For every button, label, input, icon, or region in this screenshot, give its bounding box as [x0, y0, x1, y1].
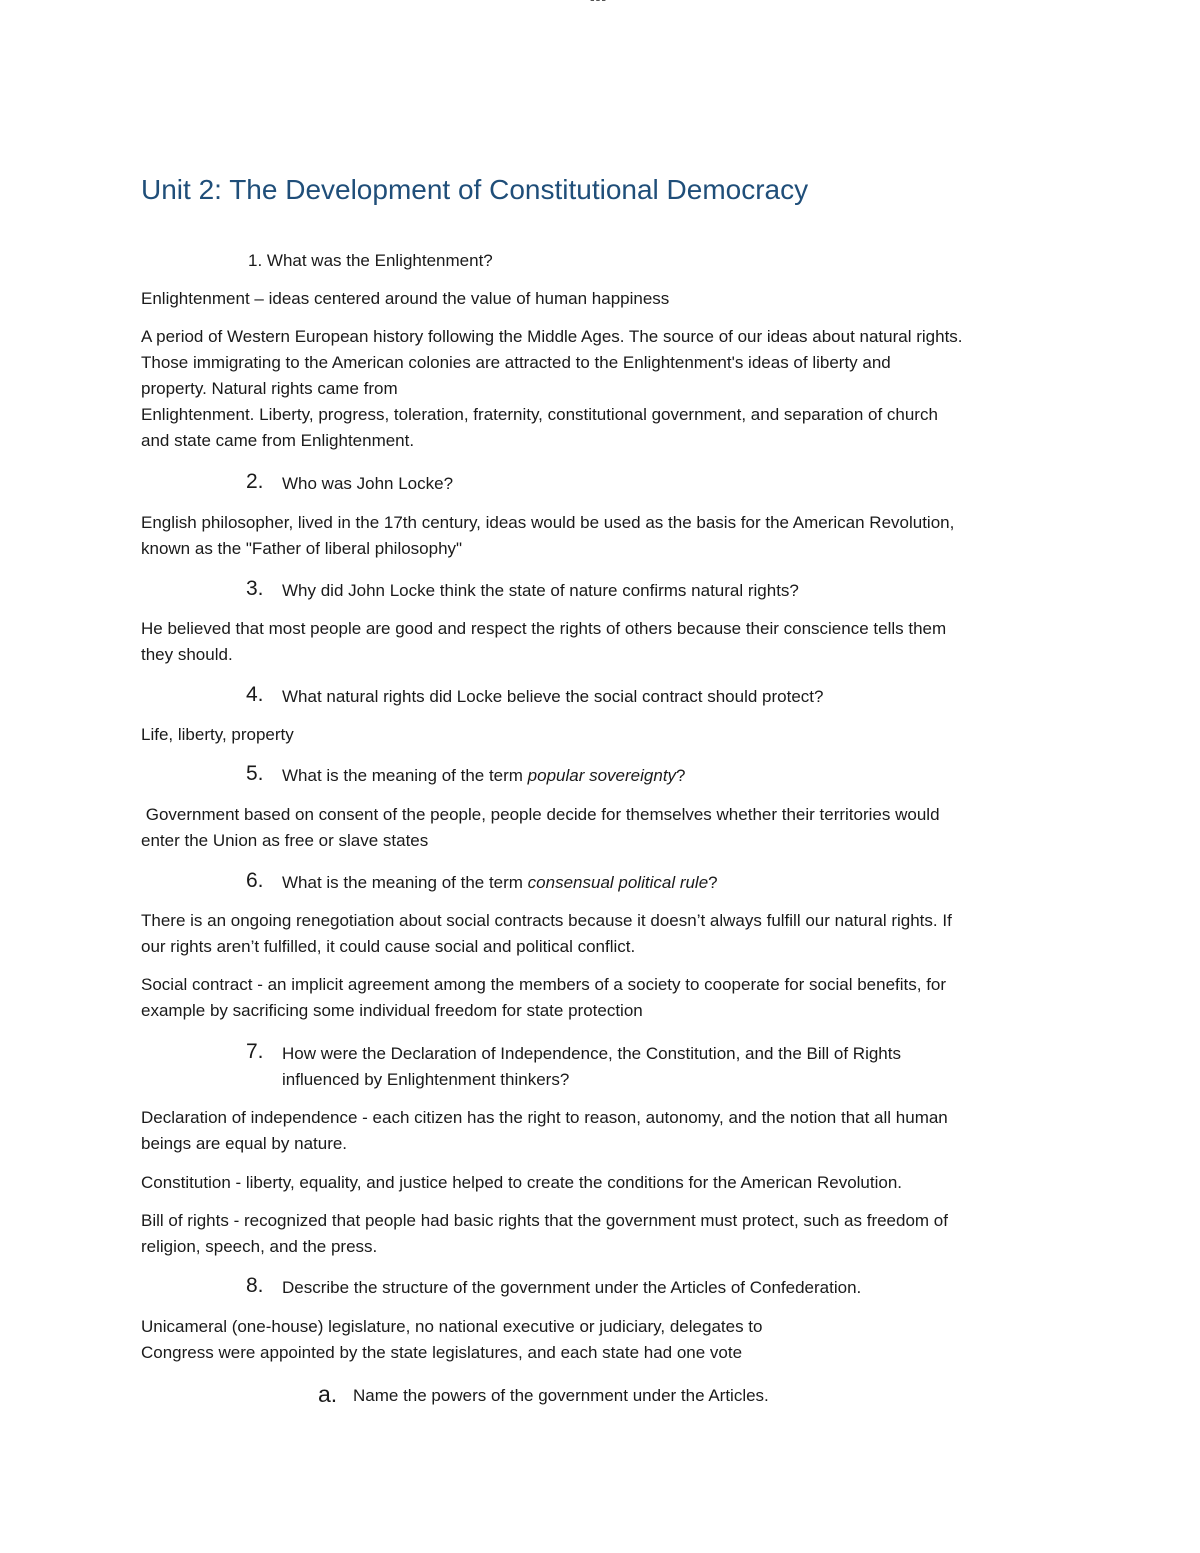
question-8a-letter: a. [318, 1381, 338, 1407]
answer-line: Declaration of independence - each citizen has the right to reason, autonomy, and the notion that all human [141, 1108, 948, 1127]
answer-line: Social contract - an implicit agreement among the members of a society to cooperate for social benefits, for [141, 975, 947, 994]
question-3-number: 3. [246, 577, 264, 600]
question-7 [282, 1041, 901, 1093]
answer-7b: Constitution - liberty, equality, and justice helped to create the conditions for the American Revolution. [141, 1173, 903, 1192]
answer-line: our rights aren’t fulfilled, it could cause social and political conflict. [141, 937, 636, 956]
question-2: Who was John Locke? [282, 474, 454, 493]
answer-line: they should. [141, 645, 233, 664]
question-6-post: ? [708, 873, 718, 892]
answer-8 [141, 1314, 1061, 1366]
answer-1a: Enlightenment – ideas centered around the value of human happiness [141, 289, 670, 308]
question-1: 1. What was the Enlightenment? [248, 251, 493, 270]
question-line: influenced by Enlightenment thinkers? [282, 1070, 570, 1089]
answer-line: example by sacrificing some individual freedom for state protection [141, 1001, 643, 1020]
question-line: How were the Declaration of Independence, the Constitution, and the Bill of Rights [282, 1044, 901, 1063]
question-6-number: 6. [246, 869, 264, 892]
answer-line: A period of Western European history following the Middle Ages. The source of our ideas about natural rights. [141, 327, 963, 346]
question-6-pre: What is the meaning of the term [282, 873, 528, 892]
answer-line: He believed that most people are good and respect the rights of others because their conscience tells them [141, 619, 947, 638]
answer-line: English philosopher, lived in the 17th century, ideas would be used as the basis for the American Revolution, [141, 513, 955, 532]
question-8: Describe the structure of the government under the Articles of Confederation. [282, 1278, 862, 1297]
answer-6a [141, 908, 1061, 960]
answer-line: There is an ongoing renegotiation about social contracts because it doesn’t always fulfill our natural rights. If [141, 911, 952, 930]
answer-line: Bill of rights - recognized that people had basic rights that the government must protect, such as freedom of [141, 1211, 948, 1230]
answer-line: Enlightenment. Liberty, progress, toleration, fraternity, constitutional government, and separation of church [141, 405, 938, 424]
answer-7c [141, 1208, 1061, 1260]
answer-4: Life, liberty, property [141, 725, 294, 744]
answer-3 [141, 616, 1061, 668]
page-title: Unit 2: The Development of Constitutional Democracy [141, 174, 809, 205]
answer-line: Those immigrating to the American colonies are attracted to the Enlightenment's ideas of liberty and [141, 353, 891, 372]
answer-line: beings are equal by nature. [141, 1134, 348, 1153]
answer-5 [141, 802, 1061, 854]
answer-line: enter the Union as free or slave states [141, 831, 429, 850]
answer-line: religion, speech, and the press. [141, 1237, 378, 1256]
question-5 [282, 763, 686, 789]
answer-2 [141, 510, 1061, 562]
question-4-number: 4. [246, 683, 264, 706]
answer-line: Congress were appointed by the state legislatures, and each state had one vote [141, 1343, 743, 1362]
question-3: Why did John Locke think the state of nature confirms natural rights? [282, 581, 799, 600]
question-6 [282, 870, 718, 896]
question-2-number: 2. [246, 470, 264, 493]
answer-line: Government based on consent of the people, people decide for themselves whether their territories would [141, 805, 940, 824]
question-6-term: consensual political rule [527, 873, 709, 892]
question-8-number: 8. [246, 1274, 264, 1297]
header-mark [590, 0, 607, 7]
question-5-pre: What is the meaning of the term [282, 766, 528, 785]
question-7-number: 7. [246, 1040, 264, 1063]
question-5-post: ? [676, 766, 686, 785]
question-8a: Name the powers of the government under the Articles. [353, 1386, 769, 1405]
answer-1b [141, 324, 1061, 454]
answer-line: property. Natural rights came from [141, 379, 398, 398]
question-5-term: popular sovereignty [527, 766, 677, 785]
answer-6b [141, 972, 1061, 1024]
question-5-number: 5. [246, 762, 264, 785]
question-4: What natural rights did Locke believe the social contract should protect? [282, 687, 824, 706]
answer-line: Unicameral (one-house) legislature, no national executive or judiciary, delegates to [141, 1317, 763, 1336]
answer-7a [141, 1105, 1061, 1157]
answer-line: and state came from Enlightenment. [141, 431, 415, 450]
answer-line: known as the "Father of liberal philosophy" [141, 539, 463, 558]
